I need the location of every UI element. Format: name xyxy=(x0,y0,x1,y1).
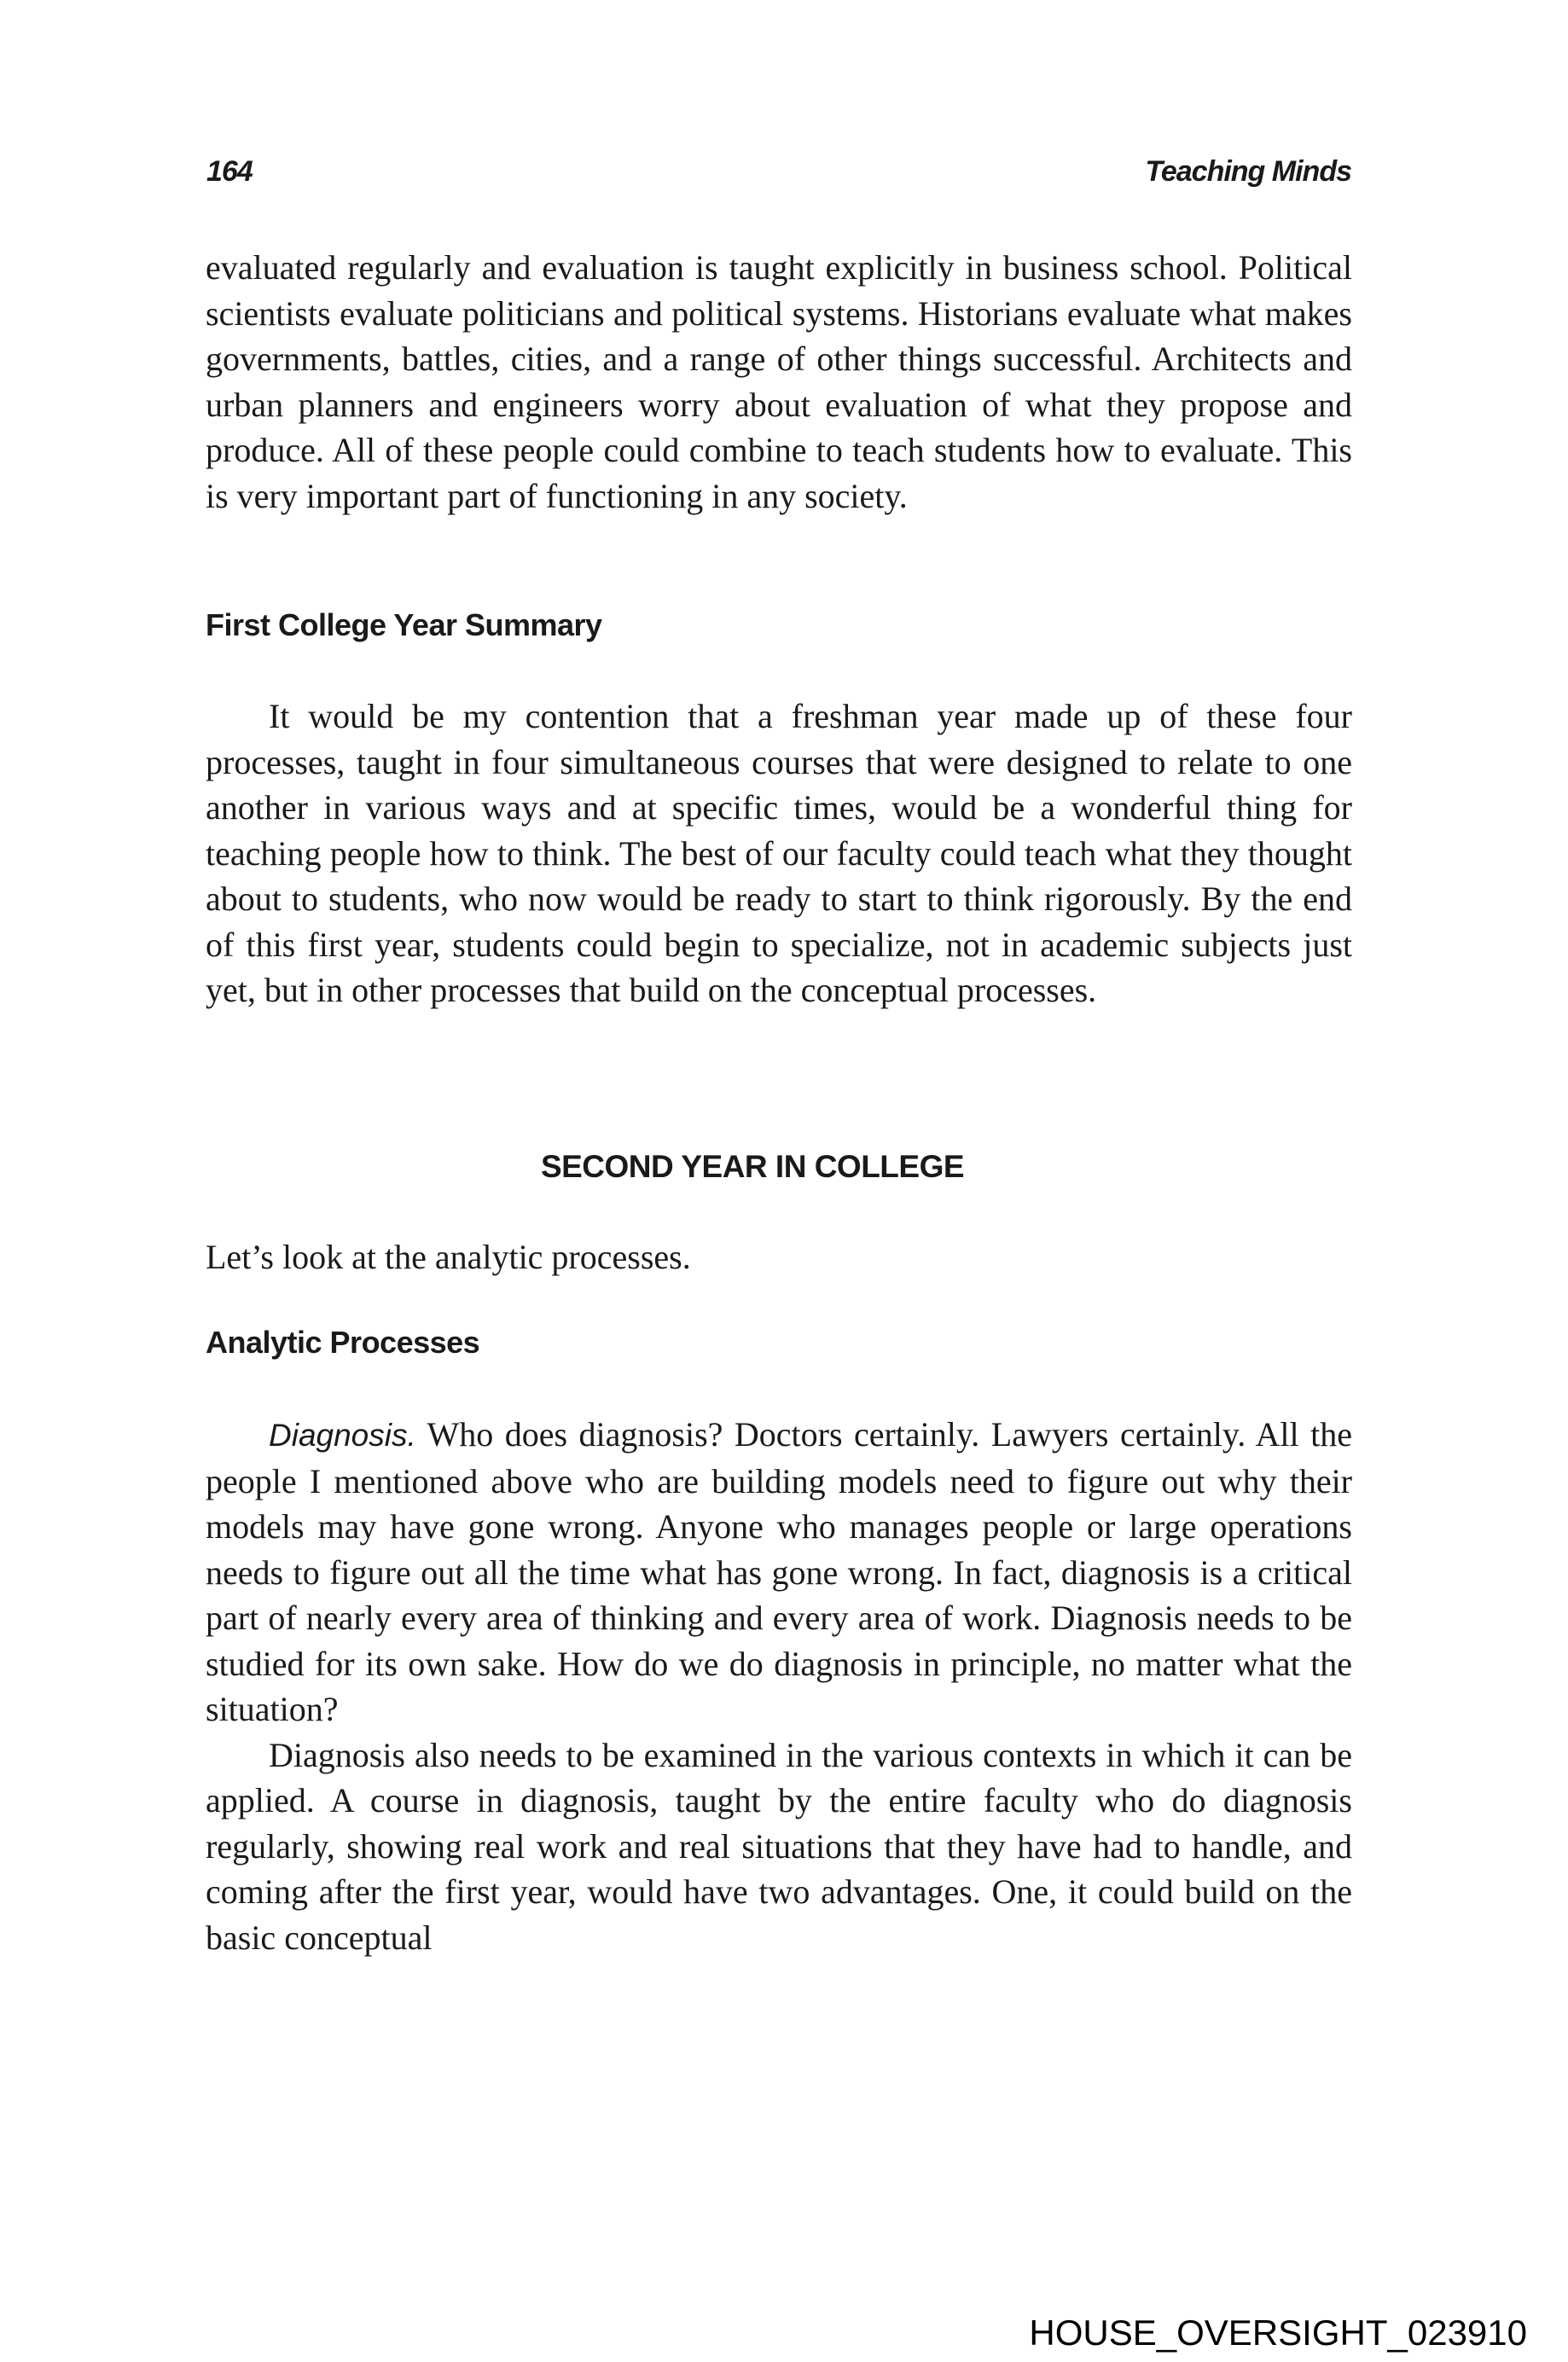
paragraph-text: It would be my contention that a freshman year made up of these four processes, taught in four simultaneous courses that were designed to relate to one another in various ways and at specific times, would be a wonderful thing for teaching people how to think. The best of our faculty could teach what they thought about to students, who now would be ready to start to think rigorously. By the end of this first year, students could begin to specialize, not in academic subjects just yet, but in other processes that build on the conceptual processes. xyxy=(206,697,1352,1009)
second-year-intro xyxy=(206,1234,1352,1280)
paragraph-text: evaluated regularly and evaluation is taught explicitly in business school. Political scientists evaluate politicians and political systems. Historians evaluate what makes governments, battles, cities, and a range of other things successful. Architects and urban planners and engineers worry about evaluation of what they propose and produce. All of these people could combine to teach students how to evaluate. This is very important part of functioning in any society. xyxy=(206,248,1352,515)
bates-stamp: HOUSE_OVERSIGHT_023910 xyxy=(1029,2313,1527,2353)
diagnosis-paragraph-1 xyxy=(206,1412,1352,1732)
chapter-section-heading xyxy=(0,1149,1568,1185)
diagnosis-run-in-heading: Diagnosis. xyxy=(269,1418,416,1453)
first-year-summary-paragraph xyxy=(206,694,1352,1013)
diagnosis-paragraph-2: Diagnosis also needs to be examined in the various contexts in which it can be applied. A course in diagnosis, taught by the entire faculty who do diagnosis regularly, showing real work and real situations that they have had to handle, and coming after the first year, would have two advantages. One, it could build on the basic conceptual xyxy=(206,1735,1352,1957)
subheading-analytic-processes: Analytic Processes xyxy=(206,1325,480,1360)
diagnosis-section xyxy=(206,1412,1352,1960)
paragraph-text: Let’s look at the analytic processes. xyxy=(206,1238,691,1276)
continuation-paragraph xyxy=(206,245,1352,519)
section-heading-first-year-summary: First College Year Summary xyxy=(206,607,602,642)
page-number: 164 xyxy=(206,155,253,188)
paragraph-text: Who does diagnosis? Doctors certainly. Lawyers certainly. All the people I mentioned above who are building models need to figure out why their models may have gone wrong. Anyone who manages people or large operations needs to figure out all the time what has gone wrong. In fact, diagnosis is a critical part of nearly every area of thinking and every area of work. Diagnosis needs to be studied for its own sake. How do we do diagnosis in principle, no matter what the situation? xyxy=(206,1415,1352,1728)
running-title: Teaching Minds xyxy=(1145,155,1351,188)
section-heading-second-year: SECOND YEAR IN COLLEGE xyxy=(540,1149,965,1184)
